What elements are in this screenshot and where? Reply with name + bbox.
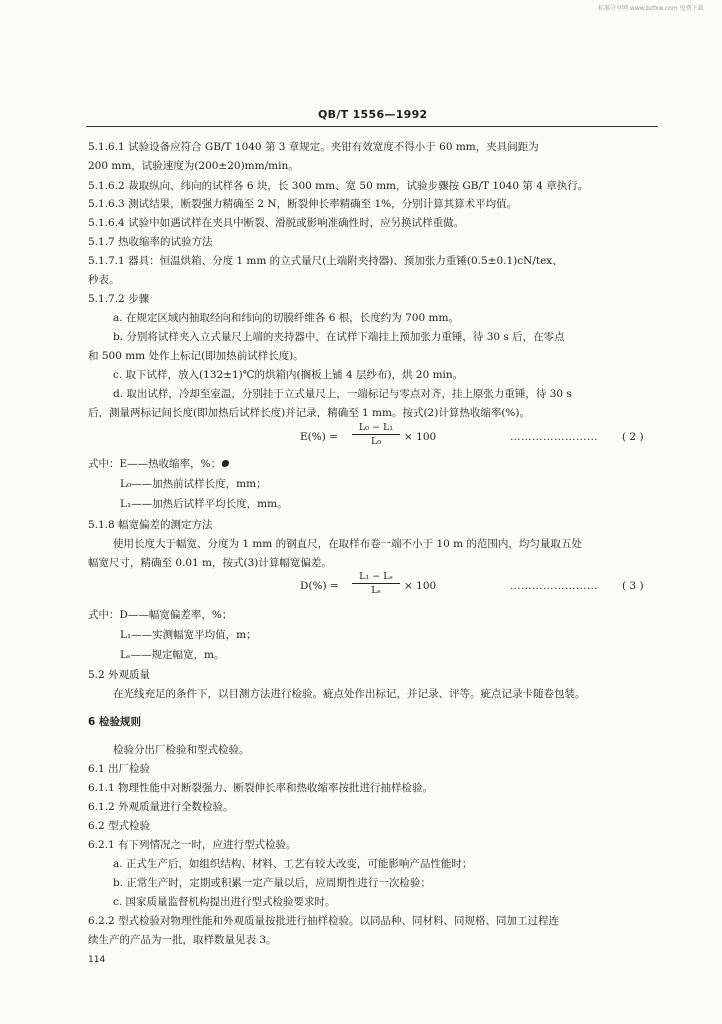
clause-5-1-8-heading: 5.1.8 幅宽偏差的测定方法 — [88, 519, 213, 531]
where-e: 式中：E——热收缩率，%； — [88, 458, 222, 470]
page-number: 114 — [88, 955, 106, 965]
formula-3-rhs: × 100 — [404, 580, 437, 592]
header-rule — [86, 126, 658, 127]
fraction-bar — [352, 434, 400, 435]
clause-5-2-body: 在光线充足的条件下，以目测方法进行检验。疵点处作出标记，并记录、评等。疵点记录卡随卷包装。 — [113, 688, 586, 700]
watermark: 标准分享网 www.bzfxw.com 免费下载 — [598, 5, 704, 12]
formula-2-denominator: L₀ — [370, 436, 382, 447]
formula-2-rhs: × 100 — [404, 431, 437, 443]
section-6-intro: 检验分出厂检验和型式检验。 — [113, 744, 250, 756]
clause-6-2-2: 6.2.2 型式检验对物理性能和外观质量按批进行抽样检验。以同品种、同材料、同规格、同加工过程连 — [88, 915, 560, 927]
clause-5-1-7-1-cont: 秒表。 — [88, 274, 120, 286]
clause-6-2-1: 6.2.1 有下列情况之一时，应进行型式检验。 — [88, 839, 297, 851]
clause-6-2-heading: 6.2 型式检验 — [88, 820, 151, 832]
clause-5-1-7-1: 5.1.7.1 器具：恒温烘箱、分度 1 mm 的立式量尺(上端附夹持器)、预加张力重锤(0.5±0.1)cN/tex、 — [88, 255, 563, 267]
formula-2-numerator: L₀ − L₁ — [358, 422, 394, 433]
clause-5-1-8-body-cont: 幅宽尺寸，精确至 0.01 m，按式(3)计算幅宽偏差。 — [88, 557, 332, 569]
where-l1-width: L₁——实测幅宽平均值，m； — [120, 629, 257, 641]
formula-2-fraction — [352, 422, 400, 447]
clause-5-1-6-3: 5.1.6.3 测试结果，断裂强力精确至 2 N，断裂伸长率精确至 1%，分别计算其算术平均值。 — [88, 198, 518, 210]
clause-6-1-heading: 6.1 出厂检验 — [88, 763, 151, 775]
where-l0: L₀——加热前试样长度，mm； — [120, 478, 267, 490]
formula-2-leader: …………………… — [510, 431, 598, 443]
where-ls: Lₛ——规定幅宽，m。 — [120, 649, 225, 661]
clause-6-1-1: 6.1.1 物理性能中对断裂强力、断裂伸长率和热收缩率按批进行抽样检验。 — [88, 782, 434, 794]
clause-5-2-heading: 5.2 外观质量 — [88, 669, 151, 681]
formula-2-number: ( 2 ) — [622, 431, 644, 443]
item-c: c. 国家质量监督机构提出进行型式检验要求时。 — [113, 896, 336, 908]
step-d-cont: 后，测量两标记间长度(即加热后试样长度)并记录，精确至 1 mm。按式(2)计算热收缩率(%)。 — [88, 407, 531, 419]
step-b-cont: 和 500 mm 处作上标记(即加热前试样长度)。 — [88, 350, 304, 362]
formula-3-number: ( 3 ) — [622, 580, 644, 592]
clause-6-2-2-cont: 续生产的产品为一批，取样数量见表 3。 — [88, 934, 277, 946]
formula-3-fraction — [352, 571, 400, 596]
formula-3-denominator: Lₛ — [371, 585, 381, 596]
formula-2-lhs: E(%) = — [300, 431, 338, 443]
clause-5-1-8-body: 使用长度大于幅宽、分度为 1 mm 的钢直尺，在取样布卷一端不小于 10 m 的范围内，均匀量取五处 — [113, 538, 582, 550]
where-l1: L₁——加热后试样平均长度，mm。 — [120, 498, 288, 510]
step-c: c. 取下试样，放入(132±1)℃的烘箱内(搁板上铺 4 层纱布)，烘 20 min。 — [113, 369, 464, 381]
section-6-heading: 6 检验规则 — [88, 716, 141, 728]
page-header: QB/T 1556—1992 — [318, 108, 428, 121]
formula-3-lhs: D(%) = — [300, 580, 339, 592]
step-b: b. 分别将试样夹入立式量尺上端的夹持器中，在试样下端挂上预加张力重锤，待 30 s 后，在零点 — [113, 331, 565, 343]
step-a: a. 在规定区域内抽取经向和纬向的切膜纤维各 6 根，长度约为 700 mm。 — [113, 312, 459, 324]
item-b: b. 正常生产时，定期或积累一定产量以后，应周期性进行一次检验； — [113, 877, 431, 889]
clause-5-1-6-1-cont: 200 mm，试验速度为(200±20)mm/min。 — [88, 160, 299, 172]
fraction-bar — [352, 583, 400, 584]
ink-blot — [222, 460, 229, 467]
clause-5-1-6-4: 5.1.6.4 试验中如遇试样在夹具中断裂、滑脱或影响准确性时，应另换试样重做。 — [88, 217, 465, 229]
clause-5-1-7-2-heading: 5.1.7.2 步骤 — [88, 293, 150, 305]
step-d: d. 取出试样，冷却至室温，分别挂于立式量尺上，一端标记与零点对齐，挂上原张力重锤，待 30 s — [113, 388, 572, 400]
clause-5-1-6-2: 5.1.6.2 裁取纵向、纬向的试样各 6 块，长 300 mm、宽 50 mm，试验步骤按 GB/T 1040 第 4 章执行。 — [88, 180, 589, 192]
formula-3-numerator: L₁ − Lₛ — [359, 571, 393, 582]
clause-5-1-7-heading: 5.1.7 热收缩率的试验方法 — [88, 236, 213, 248]
formula-3-leader: …………………… — [510, 580, 598, 592]
clause-5-1-6-1: 5.1.6.1 试验设备应符合 GB/T 1040 第 3 章规定。夹钳有效宽度不得小于 60 mm，夹具间距为 — [88, 141, 539, 153]
clause-6-1-2: 6.1.2 外观质量进行全数检验。 — [88, 801, 234, 813]
item-a: a. 正式生产后，如组织结构、材料、工艺有较大改变，可能影响产品性能时； — [113, 858, 473, 870]
where-d: 式中：D——幅宽偏差率，%； — [88, 609, 233, 621]
